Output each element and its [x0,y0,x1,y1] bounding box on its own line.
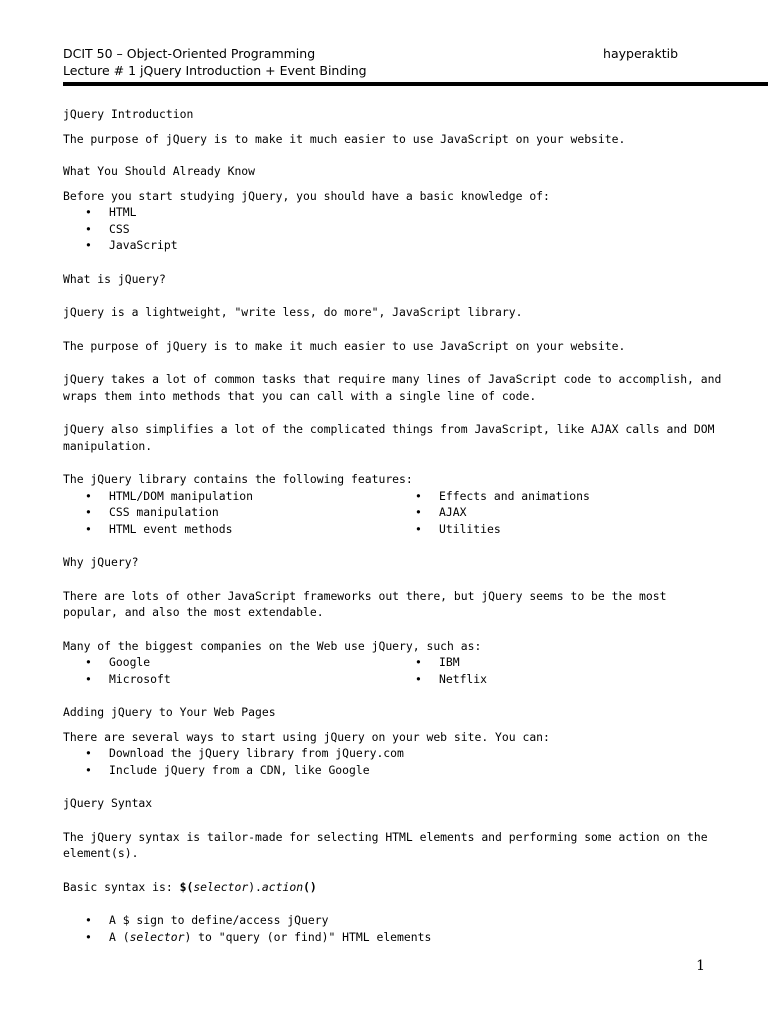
syntax-paragraph-1: The jQuery syntax is tailor-made for selecting HTML elements and performing some action on the element(s). [63,829,708,860]
know-text: Before you start studying jQuery, you should have a basic knowledge of: [63,188,550,203]
list-item: • HTML [63,204,723,221]
know-heading: What You Should Already Know [63,164,256,178]
list-item: • HTML event methods [63,521,393,538]
what-paragraph-4: jQuery also simplifies a lot of the complicated things from JavaScript, like AJAX calls and DOM manipulation. [63,422,715,453]
companies-list-right [393,654,723,687]
syntax-list [63,912,723,945]
syntax-heading: jQuery Syntax [63,796,153,810]
list-item: • Netflix [393,671,723,688]
features-list-left [63,488,393,538]
what-heading: What is jQuery? [63,271,166,286]
list-item: • Utilities [393,521,723,538]
list-item [63,929,723,946]
lecture-title: Lecture # 1 jQuery Introduction + Event Binding [63,63,367,78]
adding-heading: Adding jQuery to Your Web Pages [63,705,276,719]
syntax-code-action: action [261,879,304,894]
companies-list-left [63,654,393,687]
syntax-code-selector: selector [193,879,249,894]
features-list-right [393,488,723,538]
list-item: • Google [63,654,393,671]
list-item: • Include jQuery from a CDN, like Google [63,762,723,779]
syntax-basic-label: Basic syntax is: [63,879,180,894]
syntax-basic [63,879,723,896]
list-item: • IBM [393,654,723,671]
what-paragraph-3: jQuery takes a lot of common tasks that require many lines of JavaScript code to accomplish, and wraps them into methods that you can call with a single line of code. [63,372,722,403]
features-columns [63,488,723,538]
syntax-code-dollar: $( [179,879,194,894]
what-paragraph-1: jQuery is a lightweight, "write less, do more", JavaScript library. [63,305,523,319]
adding-list [63,745,723,778]
list-item: • A $ sign to define/access jQuery [63,912,723,929]
header-rule [63,82,768,86]
list-item: • Effects and animations [393,488,723,505]
why-paragraph-1: There are lots of other JavaScript frameworks out there, but jQuery seems to be the most popular, and also the most extendable. [63,588,667,619]
list-item: • AJAX [393,504,723,521]
document-body [63,106,723,945]
features-text: The jQuery library contains the following features: [63,472,413,486]
course-title: DCIT 50 – Object-Oriented Programming [63,46,316,61]
list-item: • HTML/DOM manipulation [63,488,393,505]
list-item: • CSS [63,221,723,238]
why-heading: Why jQuery? [63,555,139,569]
syntax-item2-pre: A ( [109,929,130,944]
list-item: • Download the jQuery library from jQuery.com [63,745,723,762]
list-item: • Microsoft [63,671,393,688]
companies-text: Many of the biggest companies on the Web use jQuery, such as: [63,638,482,653]
what-paragraph-2: The purpose of jQuery is to make it much easier to use JavaScript on your website. [63,338,626,353]
know-list [63,204,723,254]
syntax-item2-selector: selector [129,929,185,944]
syntax-code-mid: ). [248,879,262,894]
list-item: • CSS manipulation [63,504,393,521]
page-header [63,45,678,79]
intro-heading: jQuery Introduction [63,107,194,121]
page-number: 1 [696,958,705,974]
syntax-item2-post: ) to "query (or find)" HTML elements [184,929,432,944]
companies-columns [63,654,723,687]
adding-text: There are several ways to start using jQuery on your web site. You can: [63,729,550,744]
intro-purpose: The purpose of jQuery is to make it much easier to use JavaScript on your website. [63,131,626,146]
list-item: • JavaScript [63,237,723,254]
author-name: hayperaktib [603,46,678,61]
syntax-code-parens: () [303,879,317,894]
